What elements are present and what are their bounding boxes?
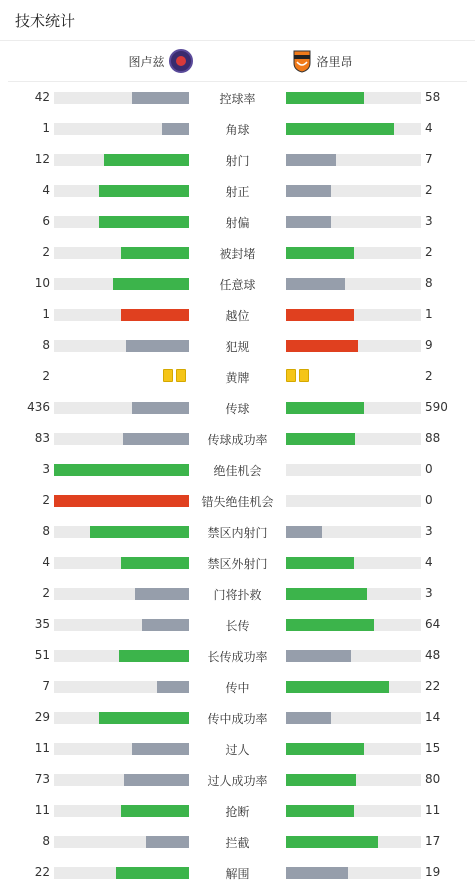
- home-value: 29: [34, 710, 50, 724]
- stat-row: [0, 206, 475, 237]
- away-bar-track: [286, 681, 421, 693]
- yellow-card-icon: [299, 369, 309, 382]
- home-bar-track: [54, 340, 189, 352]
- home-bar-track: [54, 309, 189, 321]
- stat-row: [0, 702, 475, 733]
- stat-label: 黄牌: [225, 371, 250, 385]
- stat-label: 过人成功率: [207, 774, 268, 788]
- away-bar-track: [286, 588, 421, 600]
- home-bar-fill: [135, 588, 189, 600]
- away-bar-fill: [286, 526, 322, 538]
- stat-label: 被封堵: [219, 247, 256, 261]
- away-bar-fill: [286, 433, 355, 445]
- away-bar-fill: [286, 92, 364, 104]
- stat-label: 解围: [225, 867, 250, 881]
- stat-label: 抢断: [225, 805, 250, 819]
- away-value: 2: [425, 183, 433, 197]
- away-team-name: 洛里昂: [316, 54, 353, 69]
- home-value: 1: [42, 307, 50, 321]
- home-bar-fill: [116, 867, 189, 879]
- home-bar-fill: [146, 836, 189, 848]
- home-bar-track: [54, 619, 189, 631]
- home-value: 2: [42, 369, 50, 383]
- away-bar-fill: [286, 402, 364, 414]
- away-value: 11: [425, 803, 441, 817]
- home-bar-fill: [121, 309, 189, 321]
- stat-row: [0, 671, 475, 702]
- home-bar-track: [54, 185, 189, 197]
- home-value: 83: [34, 431, 50, 445]
- away-yellow-cards: [286, 369, 309, 382]
- home-bar-fill: [132, 92, 189, 104]
- away-bar-track: [286, 216, 421, 228]
- stat-row: [0, 547, 475, 578]
- home-bar-fill: [126, 340, 189, 352]
- home-bar-track: [54, 867, 189, 879]
- stat-row: [0, 454, 475, 485]
- home-bar-fill: [132, 743, 189, 755]
- stat-label: 射门: [225, 154, 250, 168]
- stat-label: 长传: [225, 619, 250, 633]
- home-bar-track: [54, 433, 189, 445]
- home-value: 11: [34, 803, 50, 817]
- away-value: 0: [425, 462, 433, 476]
- stat-row: [0, 826, 475, 857]
- stat-label: 射偏: [225, 216, 250, 230]
- stat-row: [0, 578, 475, 609]
- home-bar-fill: [124, 774, 189, 786]
- away-bar-fill: [286, 619, 374, 631]
- stat-label: 禁区外射门: [207, 557, 268, 571]
- away-bar-fill: [286, 557, 354, 569]
- stat-row: [0, 516, 475, 547]
- home-value: 22: [34, 865, 50, 879]
- away-bar-track: [286, 805, 421, 817]
- home-bar-fill: [121, 805, 189, 817]
- away-bar-fill: [286, 185, 331, 197]
- away-bar-fill: [286, 867, 348, 879]
- away-bar-track: [286, 712, 421, 724]
- away-bar-fill: [286, 247, 354, 259]
- home-value: 436: [27, 400, 50, 414]
- away-value: 58: [425, 90, 441, 104]
- home-value: 11: [34, 741, 50, 755]
- away-value: 0: [425, 493, 433, 507]
- section-title: 技术统计: [15, 12, 76, 30]
- home-team-name: 图卢兹: [128, 54, 165, 69]
- home-value: 3: [42, 462, 50, 476]
- away-value: 2: [425, 369, 433, 383]
- away-bar-fill: [286, 712, 331, 724]
- home-bar-fill: [99, 216, 189, 228]
- stat-row: [0, 485, 475, 516]
- away-bar-fill: [286, 309, 354, 321]
- away-bar-track: [286, 402, 421, 414]
- home-bar-fill: [157, 681, 189, 693]
- home-bar-track: [54, 278, 189, 290]
- home-bar-track: [54, 216, 189, 228]
- away-bar-track: [286, 526, 421, 538]
- stat-label: 控球率: [219, 92, 256, 106]
- stat-label: 越位: [225, 309, 250, 323]
- away-value: 88: [425, 431, 441, 445]
- home-bar-track: [54, 836, 189, 848]
- away-bar-fill: [286, 154, 336, 166]
- home-bar-fill: [132, 402, 189, 414]
- away-value: 3: [425, 214, 433, 228]
- home-bar-track: [54, 805, 189, 817]
- away-bar-track: [286, 309, 421, 321]
- away-value: 64: [425, 617, 441, 631]
- home-bar-track: [54, 495, 189, 507]
- home-bar-track: [54, 743, 189, 755]
- away-team[interactable]: [293, 49, 353, 73]
- stat-label: 角球: [225, 123, 250, 137]
- home-bar-fill: [90, 526, 189, 538]
- home-bar-track: [54, 588, 189, 600]
- away-bar-track: [286, 185, 421, 197]
- stat-label: 射正: [225, 185, 250, 199]
- away-bar-track: [286, 867, 421, 879]
- home-bar-track: [54, 123, 189, 135]
- away-bar-track: [286, 619, 421, 631]
- away-value: 14: [425, 710, 441, 724]
- home-bar-fill: [142, 619, 189, 631]
- away-value: 590: [425, 400, 448, 414]
- away-bar-track: [286, 495, 421, 507]
- home-value: 8: [42, 338, 50, 352]
- home-value: 7: [42, 679, 50, 693]
- stat-label: 任意球: [219, 278, 256, 292]
- home-value: 35: [34, 617, 50, 631]
- home-value: 51: [34, 648, 50, 662]
- stat-label: 门将扑救: [213, 588, 262, 602]
- away-bar-track: [286, 743, 421, 755]
- home-bar-fill: [54, 464, 189, 476]
- away-bar-fill: [286, 650, 351, 662]
- home-value: 73: [34, 772, 50, 786]
- home-value: 42: [34, 90, 50, 104]
- away-bar-fill: [286, 836, 378, 848]
- away-bar-fill: [286, 774, 356, 786]
- stat-row: [0, 423, 475, 454]
- home-bar-track: [54, 92, 189, 104]
- home-value: 4: [42, 555, 50, 569]
- stat-label: 传中成功率: [207, 712, 268, 726]
- away-value: 4: [425, 555, 433, 569]
- home-team-logo-icon: [169, 49, 193, 73]
- home-bar-track: [54, 154, 189, 166]
- away-bar-fill: [286, 743, 364, 755]
- home-bar-track: [54, 464, 189, 476]
- stat-row: [0, 268, 475, 299]
- away-bar-fill: [286, 681, 389, 693]
- home-value: 4: [42, 183, 50, 197]
- away-value: 48: [425, 648, 441, 662]
- stat-row: [0, 82, 475, 113]
- away-bar-fill: [286, 278, 345, 290]
- away-value: 22: [425, 679, 441, 693]
- stat-label: 传中: [225, 681, 250, 695]
- home-bar-fill: [162, 123, 189, 135]
- stat-row: [0, 330, 475, 361]
- home-bar-track: [54, 681, 189, 693]
- away-bar-track: [286, 92, 421, 104]
- home-value: 8: [42, 524, 50, 538]
- home-value: 6: [42, 214, 50, 228]
- stat-row: [0, 733, 475, 764]
- stat-label: 错失绝佳机会: [201, 495, 274, 509]
- stat-label: 拦截: [225, 836, 250, 850]
- home-bar-fill: [104, 154, 189, 166]
- away-value: 2: [425, 245, 433, 259]
- stat-label: 传球成功率: [207, 433, 268, 447]
- away-bar-track: [286, 774, 421, 786]
- away-value: 9: [425, 338, 433, 352]
- away-bar-track: [286, 247, 421, 259]
- yellow-card-icon: [163, 369, 173, 382]
- home-value: 2: [42, 493, 50, 507]
- stat-row: [0, 144, 475, 175]
- away-bar-track: [286, 123, 421, 135]
- stat-label: 犯规: [225, 340, 250, 354]
- home-bar-track: [54, 247, 189, 259]
- home-bar-fill: [121, 247, 189, 259]
- away-value: 17: [425, 834, 441, 848]
- away-team-logo-icon: [293, 49, 311, 73]
- yellow-card-icon: [286, 369, 296, 382]
- away-value: 80: [425, 772, 441, 786]
- away-value: 7: [425, 152, 433, 166]
- home-value: 2: [42, 586, 50, 600]
- stat-label: 长传成功率: [207, 650, 268, 664]
- away-bar-fill: [286, 123, 394, 135]
- stat-label: 绝佳机会: [213, 464, 262, 478]
- home-value: 8: [42, 834, 50, 848]
- stat-row: [0, 299, 475, 330]
- away-value: 19: [425, 865, 441, 879]
- home-bar-fill: [121, 557, 189, 569]
- stat-row: [0, 640, 475, 671]
- stat-label: 传球: [225, 402, 250, 416]
- away-bar-fill: [286, 588, 367, 600]
- away-value: 3: [425, 586, 433, 600]
- away-value: 4: [425, 121, 433, 135]
- away-value: 15: [425, 741, 441, 755]
- away-bar-track: [286, 557, 421, 569]
- home-bar-track: [54, 774, 189, 786]
- stat-row: [0, 795, 475, 826]
- away-bar-fill: [286, 805, 354, 817]
- home-bar-track: [54, 712, 189, 724]
- stat-row: [0, 237, 475, 268]
- away-bar-track: [286, 464, 421, 476]
- home-bar-fill: [99, 712, 189, 724]
- stat-label: 过人: [225, 743, 250, 757]
- home-bar-fill: [119, 650, 189, 662]
- home-bar-track: [54, 650, 189, 662]
- away-bar-track: [286, 154, 421, 166]
- away-bar-track: [286, 433, 421, 445]
- home-bar-track: [54, 526, 189, 538]
- stat-row: [0, 857, 475, 888]
- teams-header: [8, 41, 467, 82]
- away-bar-track: [286, 836, 421, 848]
- away-value: 3: [425, 524, 433, 538]
- home-value: 12: [34, 152, 50, 166]
- home-bar-fill: [99, 185, 189, 197]
- stat-row: [0, 361, 475, 392]
- home-bar-fill: [123, 433, 189, 445]
- stat-row: [0, 392, 475, 423]
- home-value: 10: [34, 276, 50, 290]
- home-value: 1: [42, 121, 50, 135]
- stat-label: 禁区内射门: [207, 526, 268, 540]
- away-bar-track: [286, 650, 421, 662]
- section-header: [0, 0, 475, 41]
- stat-row: [0, 609, 475, 640]
- away-bar-track: [286, 340, 421, 352]
- away-bar-track: [286, 278, 421, 290]
- away-value: 8: [425, 276, 433, 290]
- yellow-card-icon: [176, 369, 186, 382]
- stat-row: [0, 113, 475, 144]
- home-bar-fill: [113, 278, 189, 290]
- home-team[interactable]: [128, 49, 192, 73]
- stat-row: [0, 175, 475, 206]
- home-bar-track: [54, 402, 189, 414]
- away-value: 1: [425, 307, 433, 321]
- away-bar-fill: [286, 216, 331, 228]
- away-bar-fill: [286, 340, 358, 352]
- home-yellow-cards: [163, 369, 186, 382]
- home-value: 2: [42, 245, 50, 259]
- home-bar-fill: [54, 495, 189, 507]
- home-bar-track: [54, 557, 189, 569]
- stat-row: [0, 764, 475, 795]
